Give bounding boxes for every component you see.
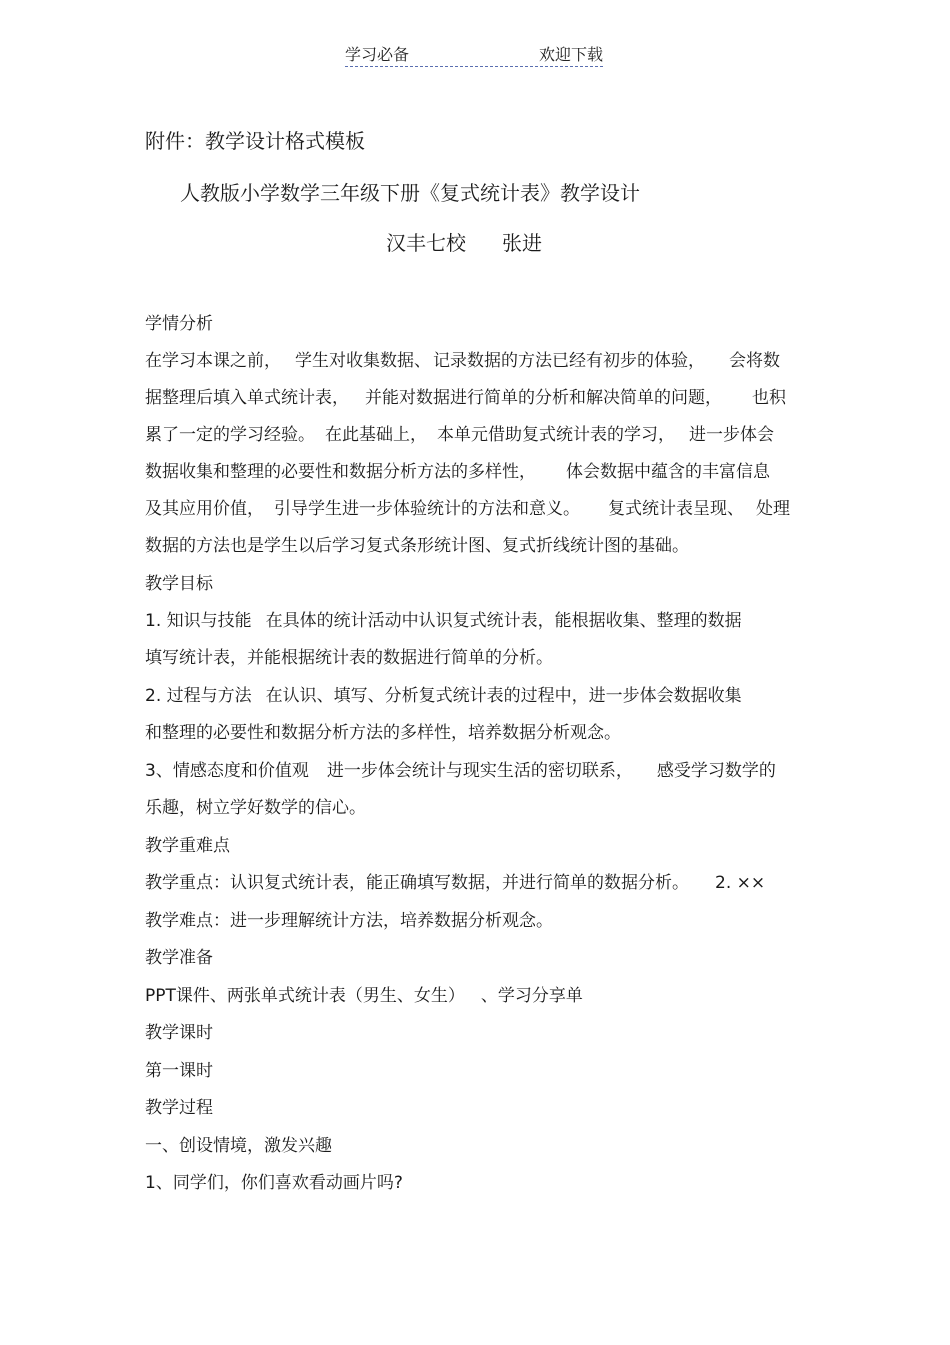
text-run: 引导学生进一步体验统计的方法和意义。 <box>274 499 580 519</box>
text-run: 学生对收集数据、 <box>295 351 431 371</box>
paragraph-line <box>145 388 786 408</box>
text-run: 并能对数据进行简单的分析和解决简单的问题， <box>365 388 722 408</box>
text-run: 本单元借助复式统计表的学习， <box>437 425 675 445</box>
text-run: 也积 <box>752 388 786 408</box>
prep-item: 、学习分享单 <box>480 986 583 1006</box>
text-run: 处理 <box>756 499 790 519</box>
goal-label: 3、情感态度和价值观 <box>145 761 309 781</box>
goal-text: 在认识、填写、分析复式统计表的过程中，进一步体会数据收集 <box>265 686 742 706</box>
goal-2 <box>145 686 742 706</box>
section-heading-key-points: 教学重难点 <box>145 836 230 856</box>
goal-1-continued: 填写统计表，并能根据统计表的数据进行简单的分析。 <box>145 648 553 668</box>
goal-text: 进一步体会统计与现实生活的密切联系， <box>326 761 633 781</box>
goal-3-continued: 乐趣，树立学好数学的信心。 <box>145 798 366 818</box>
goal-label: 1. 知识与技能 <box>145 611 252 631</box>
process-question-1: 1、同学们，你们喜欢看动画片吗? <box>145 1173 403 1193</box>
text-run: 进一步体会 <box>689 425 774 445</box>
text-run: 记录数据的方法已经有初步的体验， <box>433 351 705 371</box>
prep-item: PPT课件、两张单式统计表（男生、女生） <box>145 986 465 1006</box>
section-heading-goals: 教学目标 <box>145 574 213 594</box>
section-heading-hours: 教学课时 <box>145 1023 213 1043</box>
text-run: 在此基础上， <box>325 425 427 445</box>
section-heading-analysis: 学情分析 <box>145 314 213 334</box>
process-step-1: 一、创设情境，激发兴趣 <box>145 1136 332 1156</box>
header-right-text: 欢迎下载 <box>538 45 603 64</box>
text-run: 复式统计表呈现、 <box>608 499 744 519</box>
author-line <box>386 230 542 256</box>
text-run: 及其应用价值， <box>145 499 264 519</box>
author-school: 汉丰七校 <box>386 231 466 255</box>
goal-1 <box>145 611 742 631</box>
paragraph-line: 数据的方法也是学生以后学习复式条形统计图、复式折线统计图的基础。 <box>145 536 689 556</box>
goal-3 <box>145 761 776 781</box>
section-heading-process: 教学过程 <box>145 1098 213 1118</box>
key-point <box>145 873 765 893</box>
goal-text: 在具体的统计活动中认识复式统计表，能根据收集、整理的数据 <box>265 611 742 631</box>
key-point-text: 教学重点：认识复式统计表，能正确填写数据，并进行简单的数据分析。 <box>145 873 689 893</box>
paragraph-line <box>145 462 770 482</box>
text-run: 累了一定的学习经验。 <box>145 425 315 445</box>
page-header <box>345 40 603 67</box>
text-run: 据整理后填入单式统计表， <box>145 388 349 408</box>
text-run: 会将数 <box>729 351 780 371</box>
attachment-title: 附件：教学设计格式模板 <box>145 129 365 153</box>
paragraph-line <box>145 425 774 445</box>
section-heading-prep: 教学准备 <box>145 948 213 968</box>
text-run: 体会数据中蕴含的丰富信息 <box>566 462 770 482</box>
paragraph-line <box>145 351 780 371</box>
goal-2-continued: 和整理的必要性和数据分析方法的多样性，培养数据分析观念。 <box>145 723 621 743</box>
author-name: 张进 <box>502 231 542 255</box>
paragraph-line <box>145 499 790 519</box>
prep-items <box>145 986 583 1006</box>
goal-label: 2. 过程与方法 <box>145 686 252 706</box>
hours-value: 第一课时 <box>145 1061 213 1081</box>
text-run: 在学习本课之前， <box>145 351 281 371</box>
text-run: 数据收集和整理的必要性和数据分析方法的多样性， <box>145 462 536 482</box>
key-point-tail: 2. ×× <box>715 873 766 893</box>
header-left-text: 学习必备 <box>345 45 410 64</box>
goal-text: 感受学习数学的 <box>656 761 776 781</box>
document-title: 人教版小学数学三年级下册《复式统计表》教学设计 <box>180 181 640 205</box>
difficult-point: 教学难点：进一步理解统计方法，培养数据分析观念。 <box>145 911 553 931</box>
